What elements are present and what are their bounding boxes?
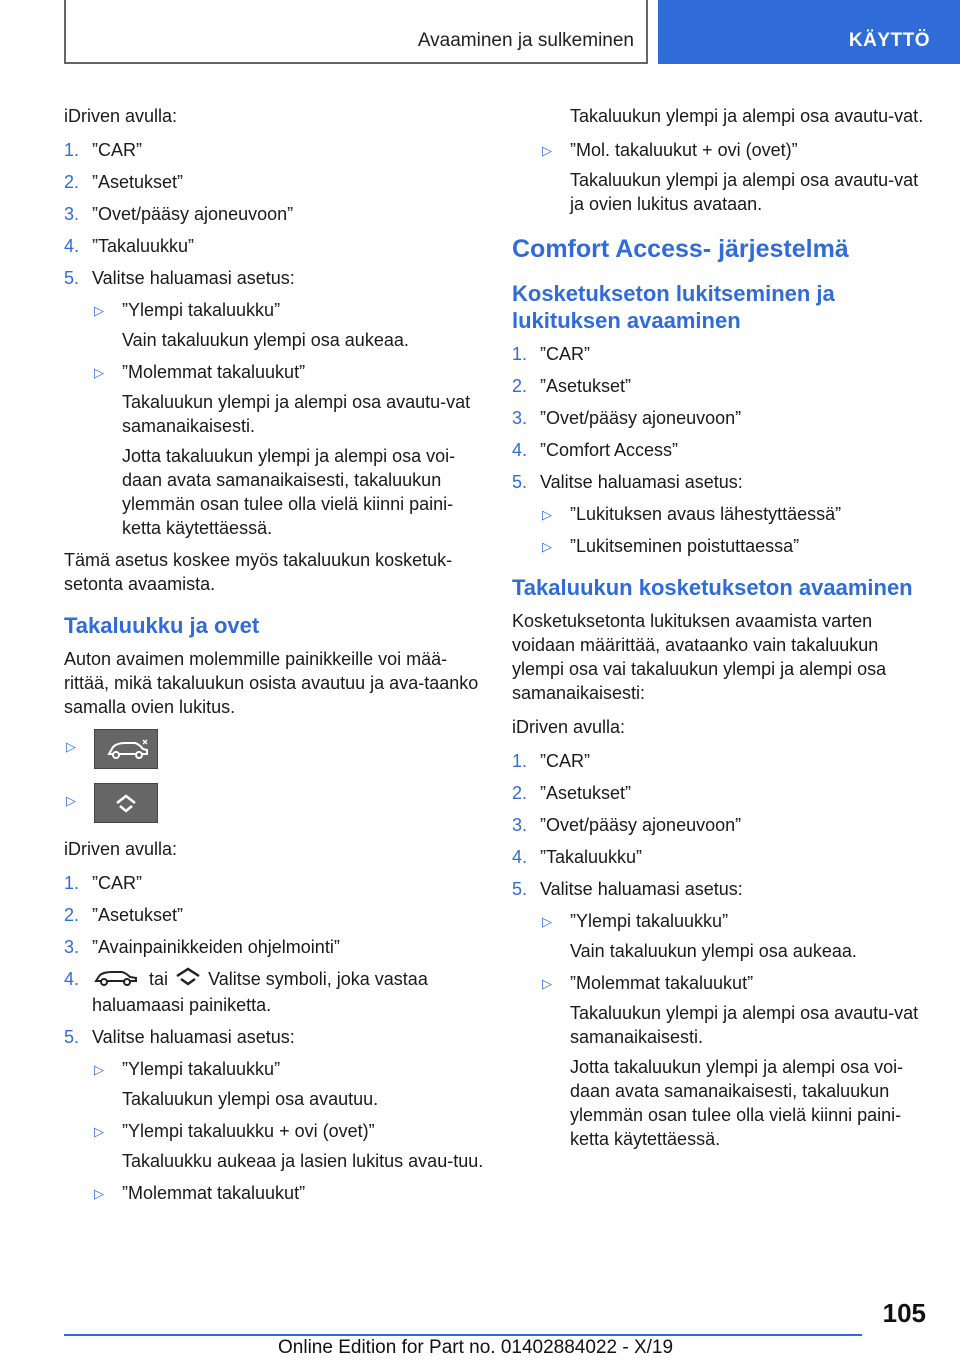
triangle-bullet-icon: ▷ bbox=[94, 1062, 104, 1078]
step-text: Valitse symboli, joka vastaa haluamaasi painiketta. bbox=[92, 969, 428, 1016]
option-label: ”Molemmat takaluukut” bbox=[122, 362, 306, 382]
step-text: ”Asetukset” bbox=[92, 905, 184, 925]
section-label: KÄYTTÖ bbox=[848, 30, 930, 51]
edition-text: Online Edition for Part no. 01402884022 - X/19 bbox=[278, 1337, 674, 1358]
list-item bbox=[64, 871, 484, 895]
step-number: 4. bbox=[64, 969, 80, 989]
option-label: ”Ylempi takaluukku” bbox=[570, 911, 729, 931]
key-option-diamond bbox=[64, 783, 484, 823]
option-label: ”Lukituksen avaus lähestyttäessä” bbox=[570, 504, 842, 524]
step-text: Valitse haluamasi asetus: bbox=[540, 472, 743, 492]
section-heading: Takaluukku ja ovet bbox=[64, 613, 260, 638]
step-text: ”Asetukset” bbox=[92, 172, 184, 192]
intro-text: iDriven avulla: bbox=[64, 106, 178, 126]
option-item bbox=[92, 1057, 484, 1111]
header-section-box bbox=[658, 0, 960, 64]
list-item bbox=[512, 406, 932, 430]
list-item bbox=[512, 781, 932, 805]
section-text: Auton avaimen molemmille painikkeille voi mää-rittää, mikä takaluukun osista avautuu ja ava-taanko samalla ovien lukitus. bbox=[64, 649, 479, 717]
option-note: Jotta takaluukun ylempi ja alempi osa voi-daan avata samanaikaisesti, takaluukun ylemmän osan tulee olla vielä kiinni paini-ketta käytettäessä. bbox=[570, 1057, 904, 1149]
option-desc: Vain takaluukun ylempi osa aukeaa. bbox=[570, 941, 857, 961]
step-text: ”CAR” bbox=[92, 873, 142, 893]
triangle-bullet-icon: ▷ bbox=[542, 976, 552, 991]
option-item bbox=[540, 909, 932, 963]
option-item bbox=[92, 1181, 484, 1205]
option-label: ”Ylempi takaluukku” bbox=[122, 300, 281, 320]
step-text: ”CAR” bbox=[540, 344, 590, 364]
list-item bbox=[64, 266, 484, 540]
list-item bbox=[64, 138, 484, 162]
option-desc: Vain takaluukun ylempi osa aukeaa. bbox=[122, 330, 409, 350]
list-item bbox=[512, 813, 932, 837]
triangle-bullet-icon: ▷ bbox=[542, 914, 552, 929]
list-item bbox=[64, 234, 484, 258]
step-number: 5. bbox=[512, 879, 528, 899]
step-number: 1. bbox=[64, 140, 80, 160]
options-list bbox=[512, 138, 932, 216]
list-item bbox=[64, 903, 484, 927]
step-text: ”Asetukset” bbox=[540, 783, 632, 803]
step-text: ”Ovet/pääsy ajoneuvoon” bbox=[92, 204, 294, 224]
option-label: ”Lukitseminen poistuttaessa” bbox=[570, 536, 800, 556]
options-list bbox=[92, 1057, 484, 1205]
step-number: 4. bbox=[512, 440, 528, 460]
list-item bbox=[512, 470, 932, 558]
step-text: ”Takaluukku” bbox=[540, 847, 643, 867]
diamond-icon bbox=[173, 967, 203, 993]
option-item bbox=[540, 971, 932, 1151]
option-label: ”Molemmat takaluukut” bbox=[122, 1183, 306, 1204]
options-list bbox=[92, 298, 484, 540]
options-list bbox=[540, 502, 932, 558]
step-number: 1. bbox=[512, 751, 528, 771]
list-item bbox=[512, 374, 932, 398]
step-number: 1. bbox=[64, 873, 80, 893]
step-number: 4. bbox=[512, 847, 528, 867]
option-note: Jotta takaluukun ylempi ja alempi osa voi-daan avata samanaikaisesti, takaluukun ylemmän osan tulee olla vielä kiinni paini-ketta käytettäessä. bbox=[122, 446, 456, 538]
triangle-bullet-icon: ▷ bbox=[542, 143, 552, 158]
list-item bbox=[64, 967, 484, 1017]
car-icon bbox=[92, 967, 144, 993]
option-label: ”Mol. takaluukut + ovi (ovet)” bbox=[570, 140, 798, 160]
triangle-bullet-icon: ▷ bbox=[94, 1186, 104, 1202]
intro-text: iDriven avulla: bbox=[64, 839, 178, 859]
triangle-bullet-icon: ▷ bbox=[66, 793, 76, 808]
step-text: ”Ovet/pääsy ajoneuvoon” bbox=[540, 815, 742, 835]
step-text: ”Avainpainikkeiden ohjelmointi” bbox=[92, 937, 340, 957]
triangle-bullet-icon: ▷ bbox=[542, 507, 552, 522]
option-desc: Takaluukku aukeaa ja lasien lukitus avau-tuu. bbox=[122, 1151, 484, 1172]
step-number: 2. bbox=[64, 905, 80, 925]
list-item bbox=[64, 170, 484, 194]
triangle-bullet-icon: ▷ bbox=[66, 739, 76, 754]
option-item bbox=[540, 502, 932, 526]
header-title-box bbox=[64, 0, 648, 64]
step-number: 5. bbox=[64, 268, 80, 288]
list-item bbox=[512, 845, 932, 869]
section-text: Kosketuksetonta lukituksen avaamista varten voidaan määrittää, avataanko vain takaluukun ylempi osa vai takaluukun ylempi ja alempi osa samanaikaisesti: bbox=[512, 611, 887, 703]
triangle-bullet-icon: ▷ bbox=[94, 303, 104, 318]
chapter-heading: Comfort Access- järjestelmä bbox=[512, 235, 849, 263]
step-text: ”CAR” bbox=[540, 751, 590, 771]
option-label: ”Molemmat takaluukut” bbox=[570, 973, 754, 993]
option-desc: Takaluukun ylempi ja alempi osa avautu-vat ja ovien lukitus avataan. bbox=[570, 170, 919, 214]
step-number: 3. bbox=[64, 937, 80, 957]
option-item bbox=[92, 298, 484, 352]
step-number: 2. bbox=[512, 376, 528, 396]
step-text: ”CAR” bbox=[92, 140, 142, 160]
list-item bbox=[512, 877, 932, 1151]
step-number: 3. bbox=[512, 815, 528, 835]
step-text: Valitse haluamasi asetus: bbox=[540, 879, 743, 899]
car-key-button-icon bbox=[94, 729, 158, 769]
option-desc: Takaluukun ylempi ja alempi osa avautu-vat. bbox=[570, 106, 924, 126]
intro-text: iDriven avulla: bbox=[512, 717, 626, 737]
list-item bbox=[64, 935, 484, 959]
option-desc: Takaluukun ylempi ja alempi osa avautu-vat samanaikaisesti. bbox=[570, 1003, 919, 1047]
step-number: 4. bbox=[64, 236, 80, 256]
option-label: ”Ylempi takaluukku + ovi (ovet)” bbox=[122, 1121, 375, 1142]
footer-divider bbox=[64, 1334, 862, 1336]
note-text: Tämä asetus koskee myös takaluukun kosketuk-setonta avaamista. bbox=[64, 550, 453, 594]
option-desc: Takaluukun ylempi ja alempi osa avautu-vat samanaikaisesti. bbox=[122, 392, 471, 436]
list-item bbox=[512, 438, 932, 462]
list-item bbox=[64, 202, 484, 226]
step-number: 2. bbox=[512, 783, 528, 803]
option-item bbox=[92, 1119, 484, 1173]
steps-list bbox=[64, 138, 484, 540]
step-number: 5. bbox=[64, 1027, 80, 1048]
triangle-bullet-icon: ▷ bbox=[94, 365, 104, 380]
list-item bbox=[512, 342, 932, 366]
option-item bbox=[92, 360, 484, 540]
step-number: 1. bbox=[512, 344, 528, 364]
triangle-bullet-icon: ▷ bbox=[542, 539, 552, 554]
list-item bbox=[512, 749, 932, 773]
steps-list bbox=[512, 342, 932, 558]
triangle-bullet-icon: ▷ bbox=[94, 1124, 104, 1140]
step-text: Valitse haluamasi asetus: bbox=[92, 268, 295, 288]
chapter-title: Avaaminen ja sulkeminen bbox=[417, 30, 634, 51]
key-option-car bbox=[64, 729, 484, 769]
page-number: 105 bbox=[882, 1298, 926, 1328]
steps-list bbox=[512, 749, 932, 1151]
diamond-key-button-icon bbox=[94, 783, 158, 823]
step-text: ”Asetukset” bbox=[540, 376, 632, 396]
step-text: ”Takaluukku” bbox=[92, 236, 195, 256]
step-text: ”Comfort Access” bbox=[540, 440, 679, 460]
section-heading: Takaluukun kosketukseton avaaminen bbox=[512, 575, 913, 600]
tai-text: tai bbox=[149, 969, 169, 989]
option-desc: Takaluukun ylempi osa avautuu. bbox=[122, 1089, 379, 1110]
steps-list bbox=[64, 871, 484, 1205]
options-list bbox=[540, 909, 932, 1151]
option-item bbox=[540, 534, 932, 558]
step-text: ”Ovet/pääsy ajoneuvoon” bbox=[540, 408, 742, 428]
right-column bbox=[512, 104, 932, 1159]
step-number: 5. bbox=[512, 472, 528, 492]
step-number: 3. bbox=[64, 204, 80, 224]
section-heading: Kosketukseton lukitseminen ja lukituksen avaaminen bbox=[512, 281, 835, 333]
step-number: 3. bbox=[512, 408, 528, 428]
option-label: ”Ylempi takaluukku” bbox=[122, 1059, 281, 1080]
step-number: 2. bbox=[64, 172, 80, 192]
option-item bbox=[540, 138, 932, 216]
list-item bbox=[64, 1025, 484, 1205]
step-text: Valitse haluamasi asetus: bbox=[92, 1027, 295, 1048]
left-column bbox=[64, 104, 484, 1213]
